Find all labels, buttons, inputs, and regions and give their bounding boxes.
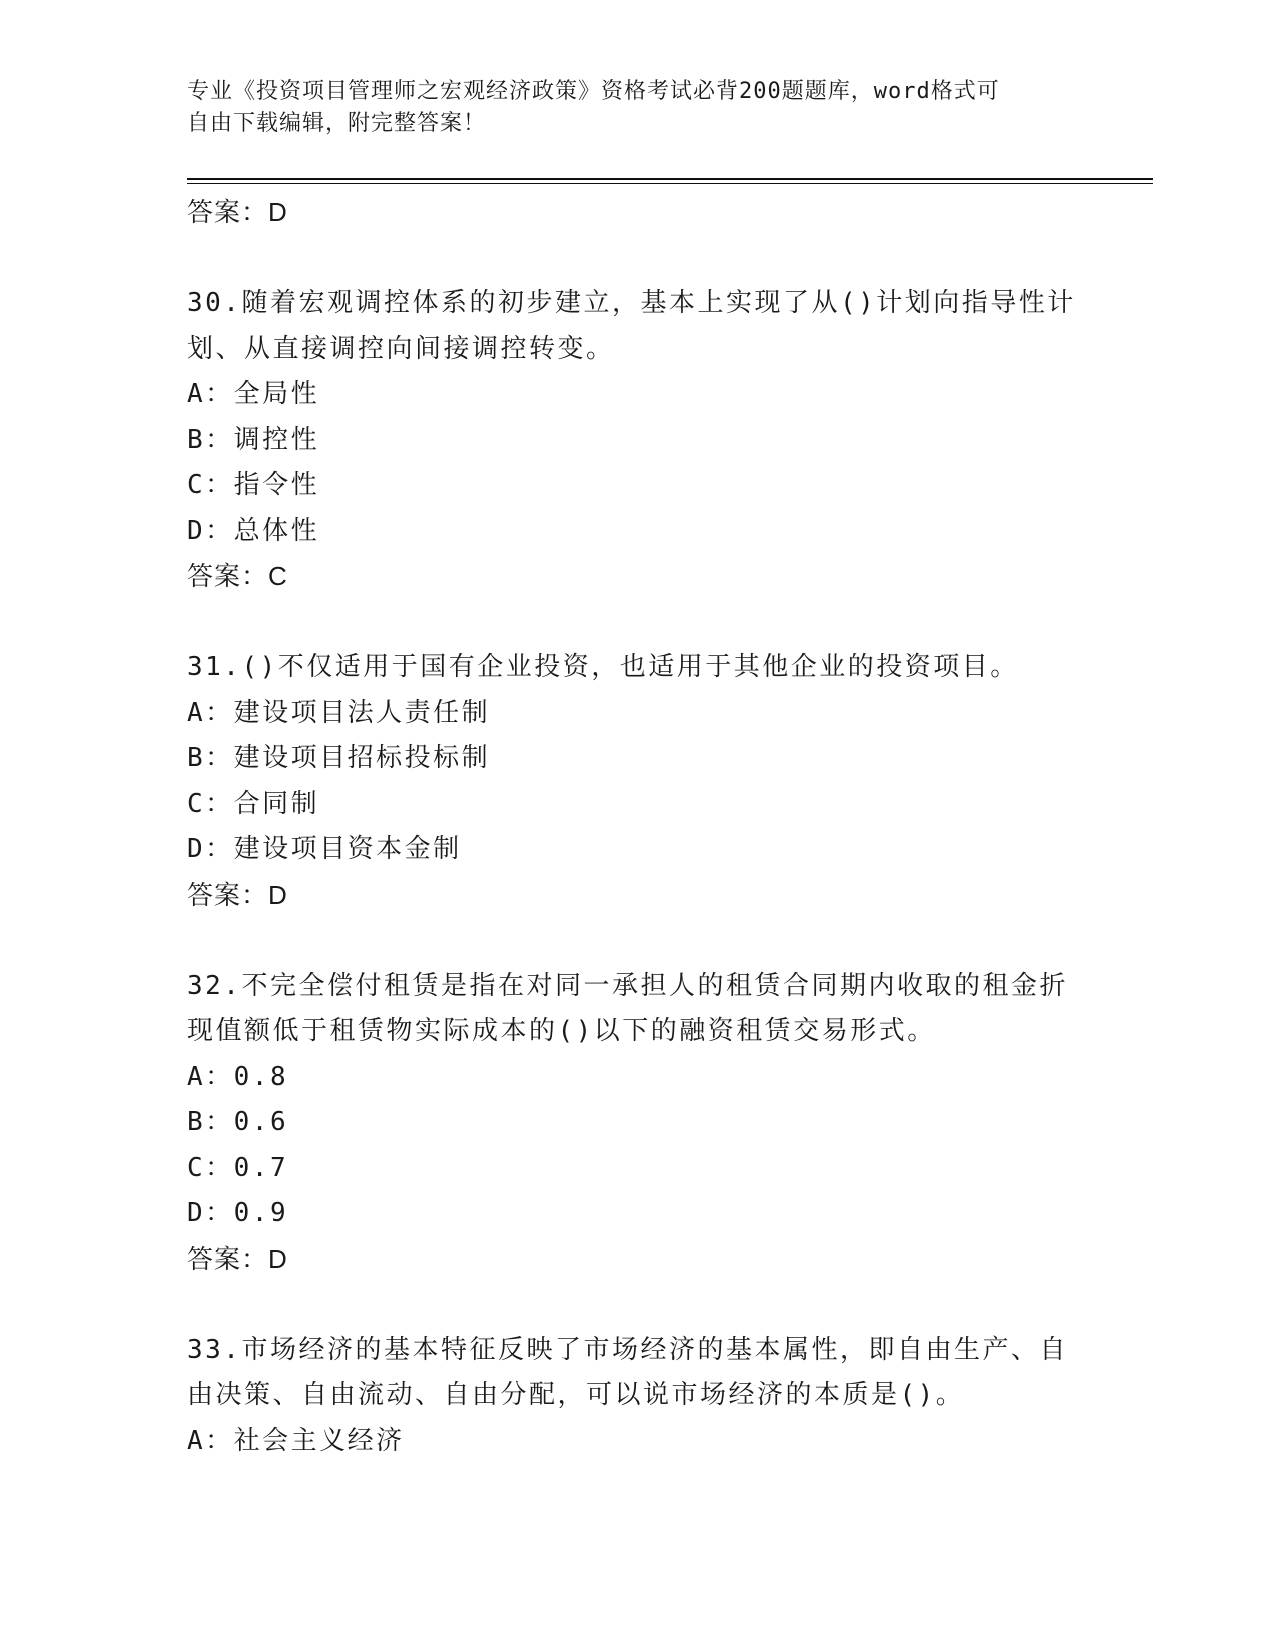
option-a: A：0.8 [187, 1061, 289, 1092]
option-d: D：建设项目资本金制 [187, 834, 462, 864]
question-33 [187, 1328, 1087, 1465]
question-stem: 划、从直接调控向间接调控转变。 [187, 333, 615, 364]
question-list [187, 190, 1087, 1464]
option-b: B：建设项目招标投标制 [187, 743, 491, 773]
header-divider-thin [187, 183, 1153, 184]
question-stem: 由决策、自由流动、自由分配，可以说市场经济的本质是()。 [187, 1380, 965, 1410]
question-31 [187, 645, 1087, 918]
document-header [187, 76, 1087, 140]
question-stem: 30.随着宏观调控体系的初步建立，基本上实现了从()计划向指导性计 [187, 288, 1076, 318]
option-a: A：全局性 [187, 379, 320, 409]
question-32 [187, 964, 1087, 1283]
spacer [187, 1282, 1087, 1328]
option-c: C：合同制 [187, 788, 320, 819]
option-c: C：0.7 [187, 1152, 289, 1183]
question-stem: 33.市场经济的基本特征反映了市场经济的基本属性，即自由生产、自 [187, 1334, 1068, 1365]
spacer [187, 918, 1087, 964]
spacer [187, 236, 1087, 282]
header-line-1: 专业《投资项目管理师之宏观经济政策》资格考试必背200题题库，word格式可 [187, 79, 1000, 104]
question-stem: 32.不完全偿付租赁是指在对同一承担人的租赁合同期内收取的租金折 [187, 970, 1068, 1001]
previous-answer: 答案：D [187, 197, 288, 227]
answer: 答案：D [187, 1243, 288, 1274]
header-line-2: 自由下载编辑，附完整答案！ [187, 111, 487, 136]
option-b: B：调控性 [187, 424, 320, 455]
question-30 [187, 281, 1087, 600]
option-a: A：建设项目法人责任制 [187, 697, 491, 728]
header-divider-thick [187, 178, 1153, 180]
spacer [187, 600, 1087, 646]
option-d: D：总体性 [187, 515, 320, 546]
option-b: B：0.6 [187, 1107, 289, 1137]
option-c: C：指令性 [187, 470, 320, 500]
answer: 答案：D [187, 879, 288, 910]
question-stem: 31.()不仅适用于国有企业投资，也适用于其他企业的投资项目。 [187, 652, 1019, 682]
question-stem: 现值额低于租赁物实际成本的()以下的融资租赁交易形式。 [187, 1016, 936, 1046]
answer: 答案：C [187, 561, 288, 591]
option-a: A：社会主义经济 [187, 1425, 405, 1456]
option-d: D：0.9 [187, 1198, 289, 1228]
